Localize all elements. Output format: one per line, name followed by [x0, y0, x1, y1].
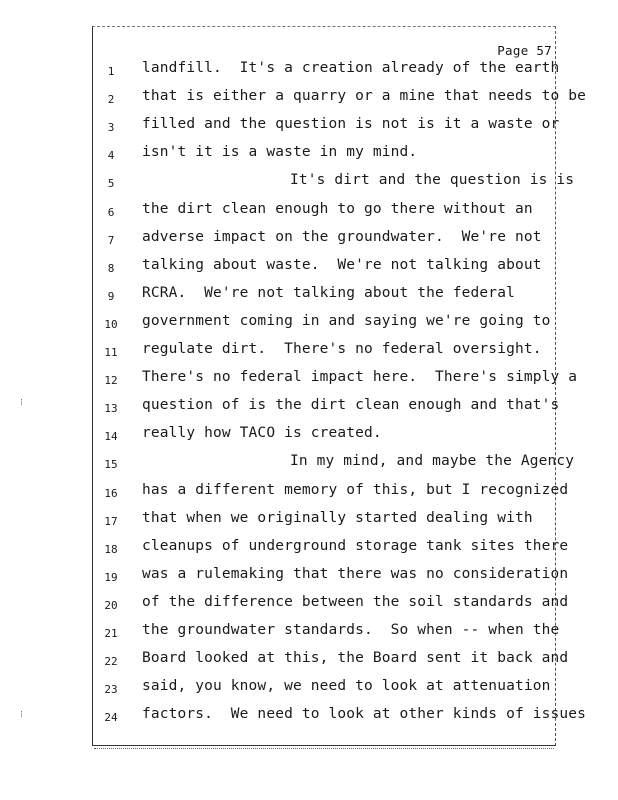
- line-text: In my mind, and maybe the Agency: [290, 453, 575, 470]
- line-number: 4: [107, 149, 115, 163]
- line-number: 20: [104, 598, 118, 612]
- transcript-line: [0, 88, 618, 116]
- line-number: 6: [107, 205, 115, 219]
- line-text: of the difference between the soil standards and: [142, 593, 569, 610]
- transcript-line: [0, 622, 618, 650]
- line-number: 17: [104, 514, 118, 528]
- transcript-line: [0, 285, 618, 313]
- line-number: 16: [104, 486, 118, 500]
- page-number: Page 57: [497, 43, 552, 58]
- transcript-line: [0, 678, 618, 706]
- line-text: that when we originally started dealing with: [142, 509, 533, 526]
- line-text: filled and the question is not is it a waste or: [142, 116, 560, 133]
- transcript-line: [0, 482, 618, 510]
- line-number: 9: [107, 289, 115, 303]
- transcript-line: [0, 538, 618, 566]
- transcript-line: [0, 341, 618, 369]
- line-text: has a different memory of this, but I recognized: [142, 481, 569, 498]
- transcript-line: [0, 397, 618, 425]
- transcript-line: [0, 257, 618, 285]
- transcript-line: [0, 453, 618, 481]
- line-text: isn't it is a waste in my mind.: [142, 144, 418, 161]
- transcript-line: [0, 172, 618, 200]
- line-number: 2: [107, 93, 115, 107]
- line-text: talking about waste. We're not talking about: [142, 256, 542, 273]
- transcript-line: [0, 229, 618, 257]
- line-number: 15: [104, 458, 118, 472]
- transcript-line: [0, 706, 618, 734]
- line-text: regulate dirt. There's no federal oversight.: [142, 341, 542, 357]
- line-text: the dirt clean enough to go there without an: [142, 200, 533, 217]
- line-text: government coming in and saying we're going to: [142, 312, 551, 329]
- line-number: 3: [107, 121, 115, 135]
- line-number: 12: [104, 374, 118, 388]
- line-text: really how TACO is created.: [142, 425, 382, 442]
- line-number: 22: [104, 655, 118, 669]
- line-number: 19: [104, 570, 118, 584]
- line-text: factors. We need to look at other kinds of issues: [142, 706, 586, 723]
- line-text: cleanups of underground storage tank sites there: [142, 537, 569, 554]
- line-number: 24: [104, 711, 118, 725]
- line-number: 10: [104, 317, 118, 331]
- transcript-line: [0, 425, 618, 453]
- transcript-line: [0, 650, 618, 678]
- margin-mark: ⁝: [20, 398, 23, 408]
- line-number: 8: [107, 261, 115, 275]
- line-text: RCRA. We're not talking about the federal: [142, 284, 515, 301]
- line-text: was a rulemaking that there was no consideration: [142, 565, 569, 582]
- line-text: landfill. It's a creation already of the earth: [142, 60, 560, 76]
- line-text: Board looked at this, the Board sent it back and: [142, 650, 569, 667]
- transcript-line: [0, 201, 618, 229]
- transcript-line: [0, 60, 618, 88]
- transcript-line: [0, 566, 618, 594]
- line-number: 11: [104, 346, 118, 359]
- line-number: 21: [104, 627, 118, 640]
- line-number: 7: [107, 233, 115, 247]
- transcript-line: [0, 510, 618, 538]
- line-text: It's dirt and the question is is: [290, 172, 575, 189]
- line-text: question of is the dirt clean enough and that's: [142, 397, 560, 414]
- line-text: the groundwater standards. So when -- when the: [142, 622, 560, 638]
- line-number: 1: [107, 65, 115, 78]
- line-text: said, you know, we need to look at attenuation: [142, 678, 551, 695]
- line-number: 14: [104, 430, 118, 444]
- transcript-line: [0, 594, 618, 622]
- line-number: 23: [104, 683, 118, 697]
- transcript-line: [0, 369, 618, 397]
- line-number: 13: [104, 402, 118, 416]
- transcript-line: [0, 116, 618, 144]
- bottom-rule: [94, 748, 554, 751]
- line-number: 5: [107, 177, 115, 191]
- margin-mark: ⁝: [20, 710, 23, 720]
- line-number: 18: [104, 542, 118, 556]
- transcript-line: [0, 313, 618, 341]
- line-text: that is either a quarry or a mine that needs to be: [142, 88, 586, 105]
- line-text: There's no federal impact here. There's simply a: [142, 369, 578, 386]
- transcript-line: [0, 144, 618, 172]
- line-text: adverse impact on the groundwater. We're not: [142, 228, 542, 245]
